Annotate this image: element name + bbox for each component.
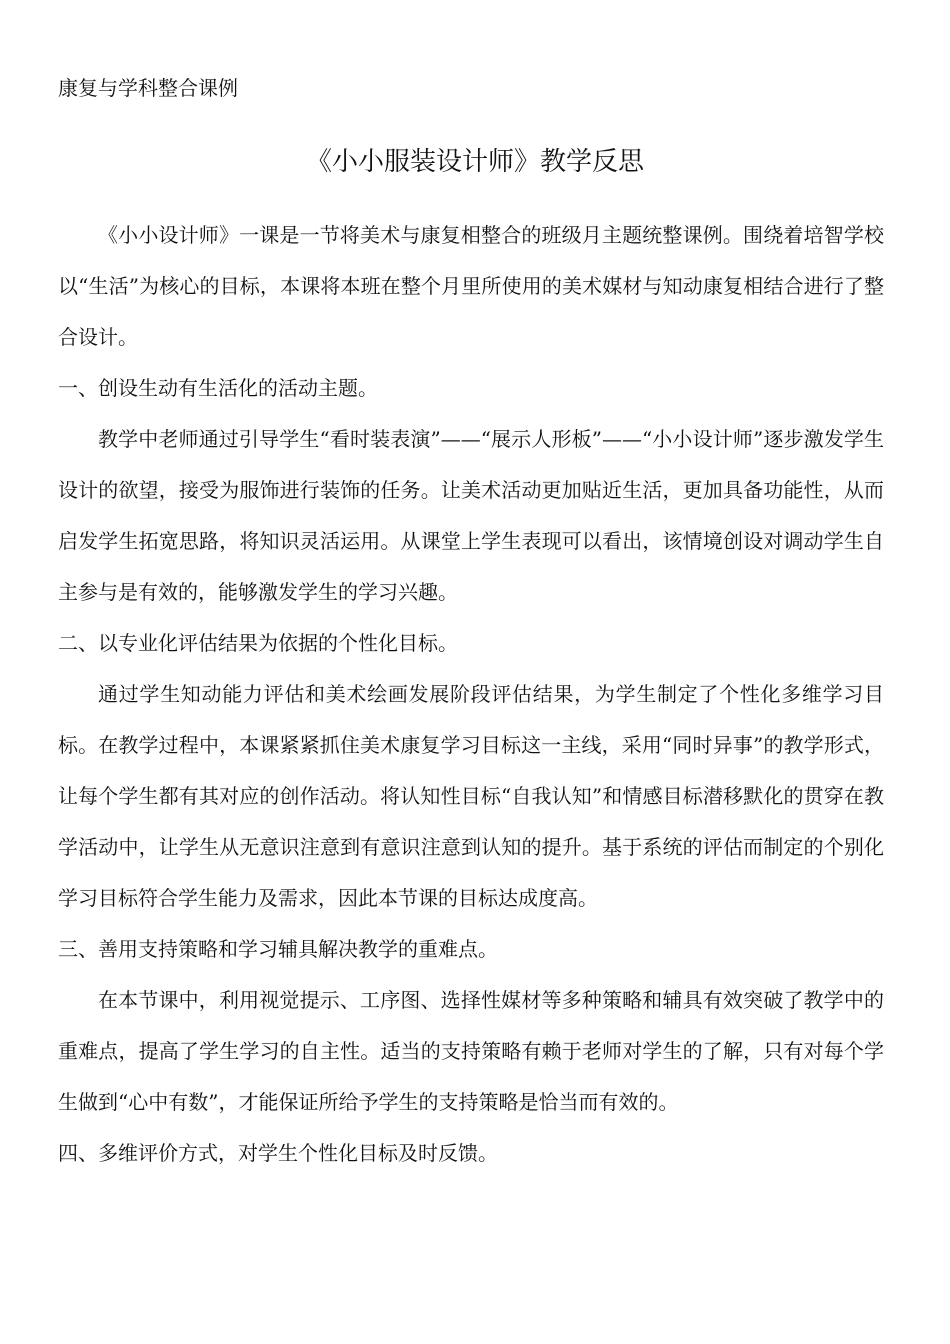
section-paragraph-2: 通过学生知动能力评估和美术绘画发展阶段评估结果，为学生制定了个性化多维学习目标。在教学过程中，本课紧紧抓住美术康复学习目标这一主线，采用“同时异事”的教学形式，让每个学生都有其对应的创作活动。将认知性目标“自我认知”和情感目标潜移默化的贯穿在教学活动中，让学生从无意识注意到有意识注意到认知的提升。基于系统的评估而制定的个别化学习目标符合学生能力及需求，因此本节课的目标达成度高。 <box>58 682 884 910</box>
section-heading-4: 四、多维评价方式，对学生个性化目标及时反馈。 <box>58 1141 498 1165</box>
section-paragraph-1: 教学中老师通过引导学生“看时装表演”——“展示人形板”——“小小设计师”逐步激发学生设计的欲望，接受为服饰进行装饰的任务。让美术活动更加贴近生活，更加具备功能性，从而启发学生拓宽思路，将知识灵活运用。从课堂上学生表现可以看出，该情境创设对调动学生自主参与是有效的，能够激发学生的学习兴趣。 <box>58 427 884 604</box>
section-heading-2: 二、以专业化评估结果为依据的个性化目标。 <box>58 631 458 655</box>
document-title: 《小小服装设计师》教学反思 <box>305 147 644 177</box>
intro-paragraph: 《小小设计师》一课是一节将美术与康复相整合的班级月主题统整课例。围绕着培智学校以“生活”为核心的目标，本课将本班在整个月里所使用的美术媒材与知动康复相结合进行了整合设计。 <box>58 223 884 349</box>
document-category-label: 康复与学科整合课例 <box>58 76 238 100</box>
document-body <box>58 210 884 1179</box>
section-heading-3: 三、善用支持策略和学习辅具解决教学的重难点。 <box>58 937 498 961</box>
section-heading-1: 一、创设生动有生活化的活动主题。 <box>58 376 378 400</box>
section-paragraph-3: 在本节课中，利用视觉提示、工序图、选择性媒材等多种策略和辅具有效突破了教学中的重难点，提高了学生学习的自主性。适当的支持策略有赖于老师对学生的了解，只有对每个学生做到“心中有数”，才能保证所给予学生的支持策略是恰当而有效的。 <box>58 988 884 1114</box>
